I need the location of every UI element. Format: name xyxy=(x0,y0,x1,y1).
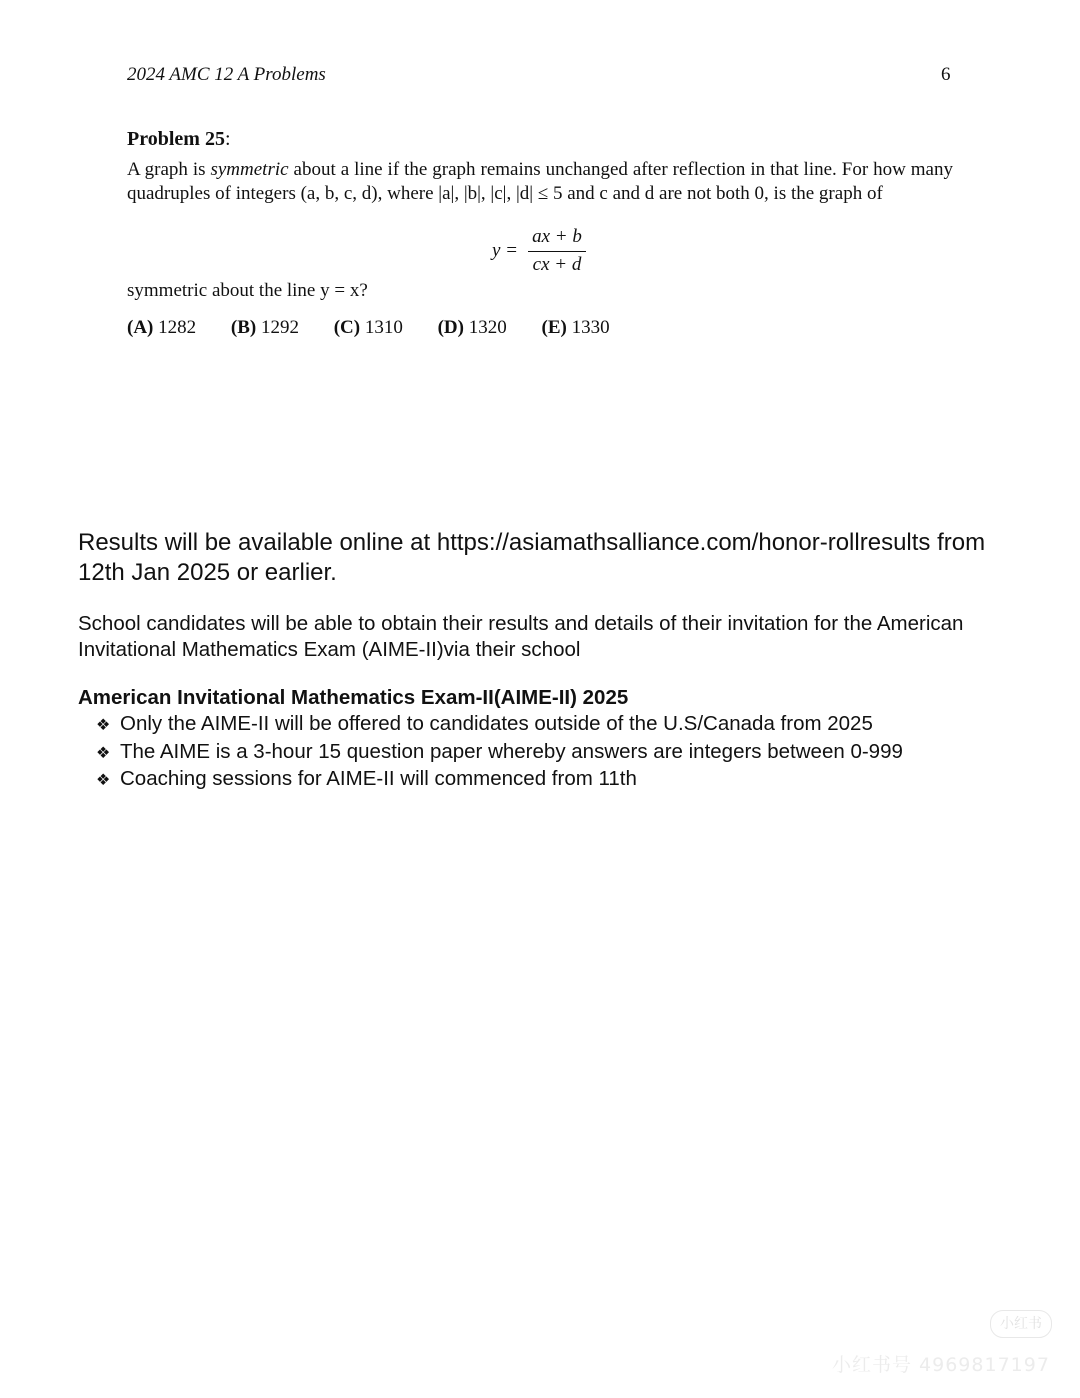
answer-choices xyxy=(127,317,640,339)
list-item xyxy=(96,711,903,739)
list-item xyxy=(96,739,903,767)
problem-statement xyxy=(127,158,953,206)
choice-letter: (C) xyxy=(333,317,361,338)
problem-text-after: about a line if the graph remains unchanged after reflection in that line. For how many quadruples of integers (a, b, c, d), where |a|, |b|, |c|, |d| ≤ 5 and c and d are not both 0, is the graph of xyxy=(127,159,953,204)
aime-bullet-list xyxy=(96,711,903,794)
problem-text-before: A graph is xyxy=(127,159,211,180)
choice-value: 1320 xyxy=(468,317,507,338)
problem-label: Problem 25 xyxy=(127,128,225,150)
choice-value: 1292 xyxy=(260,317,299,338)
choice-b xyxy=(231,317,299,339)
choice-value: 1282 xyxy=(158,317,197,338)
choice-letter: (E) xyxy=(541,317,567,338)
diamond-bullet-icon: ❖ xyxy=(96,772,111,789)
choice-letter: (B) xyxy=(230,317,257,338)
problem-emphasis: symmetric xyxy=(210,159,289,180)
choice-d xyxy=(438,317,507,339)
choice-value: 1330 xyxy=(571,317,610,338)
formula-numerator: ax + b xyxy=(532,226,582,247)
bullet-text: Only the AIME-II will be offered to candidates outside of the U.S/Canada from 2025 xyxy=(120,712,873,735)
bullet-text: Coaching sessions for AIME-II will commenced from 11th xyxy=(120,767,637,790)
diamond-bullet-icon: ❖ xyxy=(96,717,111,734)
formula-denominator: cx + d xyxy=(532,254,582,275)
choice-value: 1310 xyxy=(364,317,403,338)
problem-question-tail: symmetric about the line y = x? xyxy=(127,280,368,301)
choice-a xyxy=(127,317,196,339)
bullet-text: The AIME is a 3-hour 15 question paper whereby answers are integers between 0-999 xyxy=(120,739,903,763)
formula-lhs: y = xyxy=(492,240,519,261)
watermark-account: 小红书号 4969817197 xyxy=(832,1354,1050,1376)
results-notice: Results will be available online at https://asiamathsalliance.com/honor-rollresults from 12th Jan 2025 or earlier. xyxy=(78,529,986,586)
formula-fraction xyxy=(528,226,586,278)
problem-heading xyxy=(127,128,231,151)
choice-letter: (A) xyxy=(127,317,154,338)
aime-heading: American Invitational Mathematics Exam-II(AIME-II) 2025 xyxy=(78,686,629,709)
choice-c xyxy=(334,317,403,339)
problem-colon: : xyxy=(224,128,231,150)
diamond-bullet-icon: ❖ xyxy=(96,744,111,762)
choice-e xyxy=(542,317,610,339)
school-notice: School candidates will be able to obtain their results and details of their invitation for the American Invitational Mathematics Exam (AIME-II)via their school xyxy=(78,612,964,661)
choice-letter: (D) xyxy=(437,317,464,338)
watermark-badge: 小红书 xyxy=(990,1310,1052,1338)
page-header-title: 2024 AMC 12 A Problems xyxy=(127,64,326,85)
page-number: 6 xyxy=(941,64,951,85)
fraction-bar xyxy=(528,251,586,252)
list-item xyxy=(96,766,903,794)
